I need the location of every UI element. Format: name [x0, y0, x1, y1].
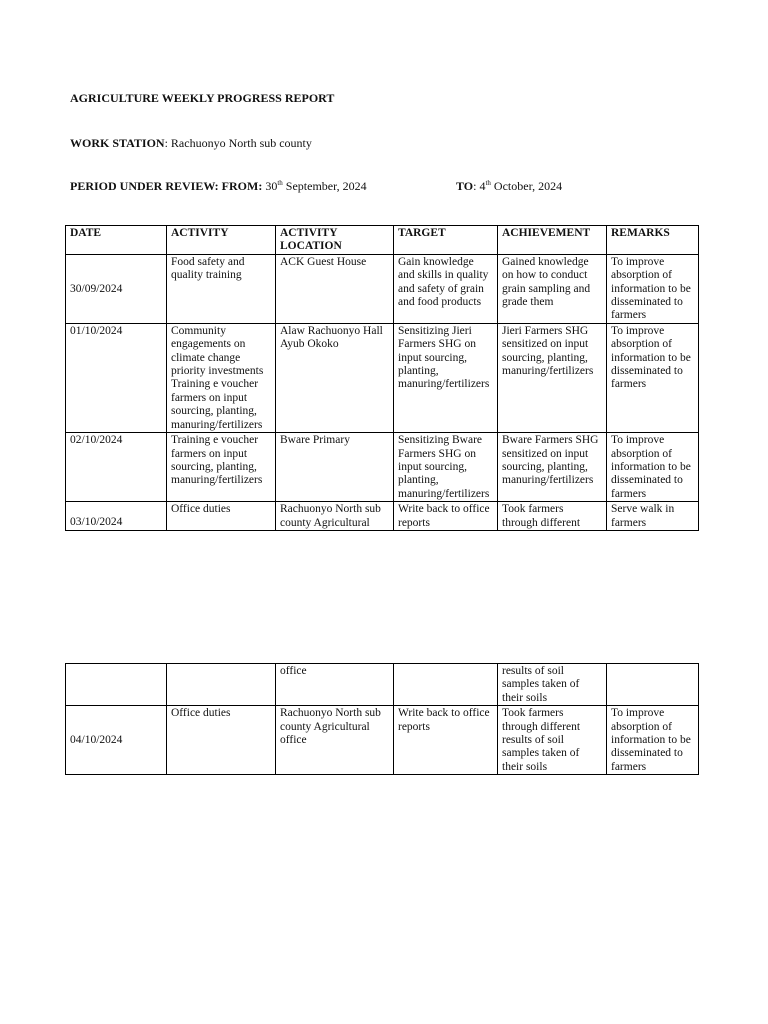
cell-remarks: To improve absorption of information to be disseminated to farmers: [607, 323, 699, 432]
cell-activity: Food safety and quality training: [167, 254, 276, 323]
period-from-line: [70, 179, 367, 194]
cell-location: office: [276, 664, 394, 706]
cell-target: [394, 664, 498, 706]
table-row: [66, 433, 699, 502]
period-to-suffix: th: [485, 179, 491, 187]
cell-activity: Office duties: [167, 706, 276, 775]
cell-target: Sensitizing Bware Farmers SHG on input sourcing, planting, manuring/fertilizers: [394, 433, 498, 502]
cell-activity: Community engagements on climate change priority investments Training e voucher farmers on input sourcing, planting, manuring/fertilizers: [167, 323, 276, 432]
cell-location: Bware Primary: [276, 433, 394, 502]
cell-date: 04/10/2024: [66, 706, 167, 775]
cell-target: Write back to office reports: [394, 706, 498, 775]
cell-location: Rachuonyo North sub county Agricultural: [276, 502, 394, 531]
cell-activity: Office duties: [167, 502, 276, 531]
header-remarks: REMARKS: [607, 226, 699, 255]
cell-date: 03/10/2024: [66, 502, 167, 531]
cell-achievement: Bware Farmers SHG sensitized on input sourcing, planting, manuring/fertilizers: [498, 433, 607, 502]
header-target: TARGET: [394, 226, 498, 255]
header-activity-location: ACTIVITY LOCATION: [276, 226, 394, 255]
cell-location: ACK Guest House: [276, 254, 394, 323]
header-activity: ACTIVITY: [167, 226, 276, 255]
work-station-value: : Rachuonyo North sub county: [164, 136, 312, 150]
cell-remarks: Serve walk in farmers: [607, 502, 699, 531]
cell-remarks: To improve absorption of information to be disseminated to farmers: [607, 433, 699, 502]
period-from-day: 30: [262, 179, 278, 193]
cell-date: 02/10/2024: [66, 433, 167, 502]
table-row: [66, 664, 699, 706]
cell-date: 30/09/2024: [66, 254, 167, 323]
cell-achievement: Took farmers through different: [498, 502, 607, 531]
cell-achievement: Gained knowledge on how to conduct grain sampling and grade them: [498, 254, 607, 323]
activity-table-continued: [65, 663, 699, 775]
table-row: [66, 323, 699, 432]
period-from-suffix: th: [277, 179, 283, 187]
period-to-line: [456, 179, 562, 194]
table-row: [66, 502, 699, 531]
period-to-label: TO: [456, 179, 474, 193]
table-row: [66, 254, 699, 323]
cell-location: Rachuonyo North sub county Agricultural office: [276, 706, 394, 775]
cell-target: Gain knowledge and skills in quality and safety of grain and food products: [394, 254, 498, 323]
work-station-label: WORK STATION: [70, 136, 165, 150]
cell-remarks: [607, 664, 699, 706]
cell-target: Write back to office reports: [394, 502, 498, 531]
table-row: [66, 706, 699, 775]
activity-table: [65, 225, 699, 531]
header-date: DATE: [66, 226, 167, 255]
cell-date: 01/10/2024: [66, 323, 167, 432]
cell-achievement: Jieri Farmers SHG sensitized on input sourcing, planting, manuring/fertilizers: [498, 323, 607, 432]
cell-target: Sensitizing Jieri Farmers SHG on input sourcing, planting, manuring/fertilizers: [394, 323, 498, 432]
cell-activity: Training e voucher farmers on input sourcing, planting, manuring/fertilizers: [167, 433, 276, 502]
cell-location: Alaw Rachuonyo Hall Ayub Okoko: [276, 323, 394, 432]
header-achievement: ACHIEVEMENT: [498, 226, 607, 255]
cell-achievement: Took farmers through different results of soil samples taken of their soils: [498, 706, 607, 775]
cell-remarks: To improve absorption of information to be disseminated to farmers: [607, 706, 699, 775]
cell-activity: [167, 664, 276, 706]
work-station-line: [70, 136, 312, 151]
cell-achievement: results of soil samples taken of their soils: [498, 664, 607, 706]
period-label: PERIOD UNDER REVIEW: FROM:: [70, 179, 263, 193]
cell-remarks: To improve absorption of information to be disseminated to farmers: [607, 254, 699, 323]
report-title: AGRICULTURE WEEKLY PROGRESS REPORT: [70, 91, 335, 105]
cell-date: [66, 664, 167, 706]
period-from-rest: September, 2024: [282, 179, 367, 193]
period-to-rest: October, 2024: [490, 179, 563, 193]
table-header-row: [66, 226, 699, 255]
period-to-day: : 4: [473, 179, 486, 193]
